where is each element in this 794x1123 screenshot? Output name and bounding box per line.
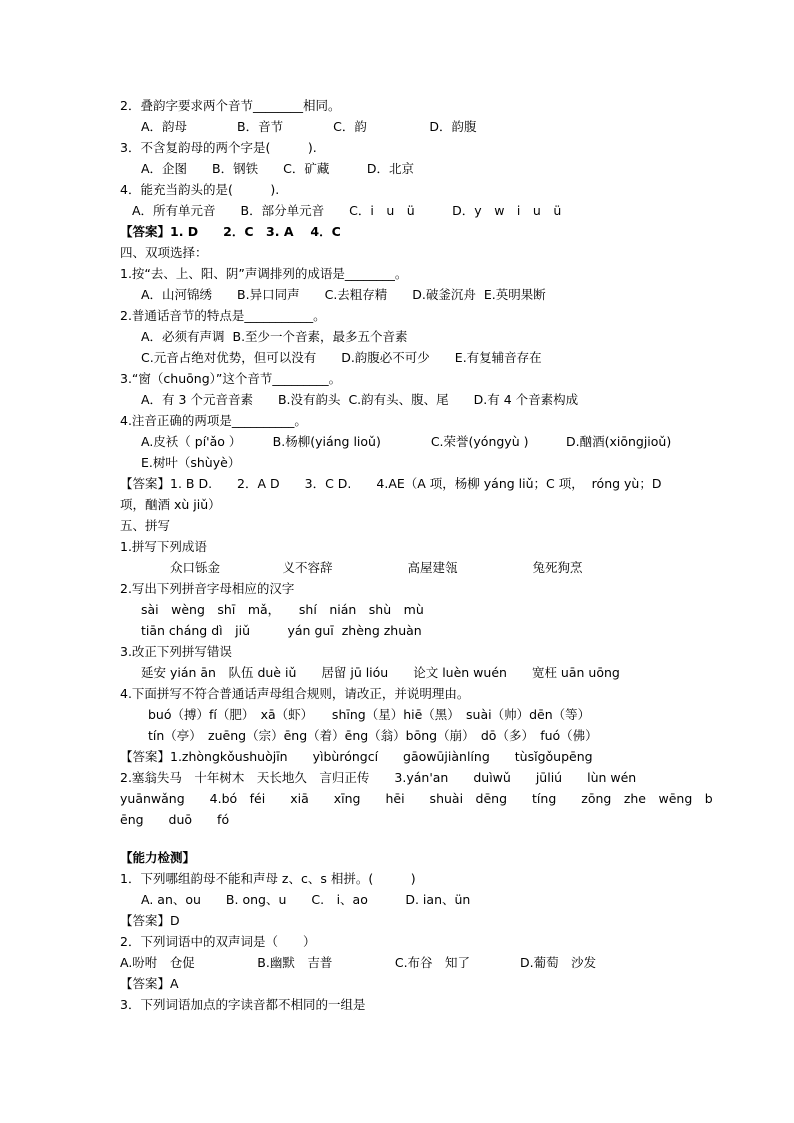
question-1: 1.按“去、上、阳、阴”声调排列的成语是________。 xyxy=(120,266,408,281)
question-3-options: A．有 3 个元音音素 B.没有韵头 C.韵有头、腹、尾 D.有 4 个音素构成 xyxy=(141,392,579,407)
pinyin-line: tiān cháng dì jiǔ yán guī zhèng zhuàn xyxy=(141,623,422,638)
question-3: 3．不含复韵母的两个字是( ). xyxy=(120,140,317,155)
question-3: 3.改正下列拼写错误 xyxy=(120,644,232,659)
answer-block: ēng duō fó xyxy=(120,812,230,827)
question-2: 2.普通话音节的特点是___________。 xyxy=(120,308,326,323)
question-4: 4．能充当韵头的是( ). xyxy=(120,182,280,197)
section-heading: 五、拼写 xyxy=(120,518,171,533)
section-heading: 四、双项选择： xyxy=(120,245,208,260)
question-4-options: A.皮袄（ pí'ǎo ） B.杨柳(yiáng lioǔ) C.荣誉(yóngyù ) D.酗酒(xiōngjioǔ) xyxy=(141,434,672,449)
question-2-options: A.吩咐 仓促 B.幽默 吉普 C.布谷 知了 D.葡萄 沙发 xyxy=(120,955,597,970)
pinyin-line: buó（搏）fí（肥） xā（虾） shīng（星）hiē（黑） suài（帅）dēn（等） xyxy=(148,707,591,722)
question-4-options: A．所有单元音 B．部分单元音 C．i u ü D．y w i u ü xyxy=(132,203,562,218)
question-2: 2.写出下列拼音字母相应的汉字 xyxy=(120,581,295,596)
answer-block: 项，酗酒 xù jiǔ） xyxy=(120,497,221,512)
question-3: 3.“窗（chuōng）”这个音节_________。 xyxy=(120,371,342,386)
question-3-options: A．企图 B．钢铁 C．矿藏 D．北京 xyxy=(141,161,414,176)
question-4: 4.下面拼写不符合普通话声母组合规则，请改正，并说明理由。 xyxy=(120,686,470,701)
question-1: 1.拼写下列成语 xyxy=(120,539,207,554)
question-4: 4.注音正确的两项是__________。 xyxy=(120,413,307,428)
question-4-options: E.树叶（shùyè） xyxy=(141,455,241,470)
question-2: 2．下列词语中的双声词是（ ） xyxy=(120,934,316,949)
answer-block: 【答案】1.zhòngkǒushuòjīn yìbùróngcí gāowūjiànlíng tùsǐgǒupēng xyxy=(120,749,593,764)
idiom-list: 众口铄金 义不容辞 高屋建瓴 兔死狗烹 xyxy=(170,560,583,575)
answer-block: 【答案】1. D 2．C 3. A 4．C xyxy=(120,224,341,239)
pinyin-correction-line: 延安 yián ān 队伍 duè iǔ 居留 jū lióu 论文 luèn wuén 宽枉 uān uōng xyxy=(141,665,620,680)
question-1-options: A．山河锦绣 B.异口同声 C.去粗存精 D.破釜沉舟 E.英明果断 xyxy=(141,287,546,302)
question-2-options: C.元音占绝对优势，但可以没有 D.韵腹必不可少 E.有复辅音存在 xyxy=(141,350,542,365)
pinyin-line: sài wèng shī mǎ， shí nián shù mù xyxy=(141,602,424,617)
answer-block: 【答案】1. B D. 2．A D 3．C D. 4.AE（A 项，杨柳 yáng liǔ；C 项， róng yù；D xyxy=(120,476,662,491)
question-1-options: A. an、ou B. ong、u C. i、ao D. ian、ün xyxy=(141,892,471,907)
answer-block: 【答案】A xyxy=(120,976,179,991)
question-1: 1．下列哪组韵母不能和声母 z、c、s 相拼。( ) xyxy=(120,871,416,886)
question-2: 2．叠韵字要求两个音节________相同。 xyxy=(120,98,341,113)
question-3: 3．下列词语加点的字读音都不相同的一组是 xyxy=(120,997,366,1012)
pinyin-line: tín（亭） zuēng（宗）ēng（着）ēng（翁）bōng（崩） dō（多） fuó（佛） xyxy=(148,728,598,743)
answer-block: yuānwǎng 4.bó féi xiā xīng hēi shuài dēng tíng zōng zhe wēng b xyxy=(120,791,713,806)
question-2-options: A．必须有声调 B.至少一个音素，最多五个音素 xyxy=(141,329,408,344)
answer-block: 2.塞翁失马 十年树木 天长地久 言归正传 3.yán'an duìwǔ jūliú lùn wén xyxy=(120,770,637,785)
section-heading-ability-test: 【能力检测】 xyxy=(120,850,196,865)
answer-block: 【答案】D xyxy=(120,913,180,928)
question-2-options: A．韵母 B．音节 C．韵 D．韵腹 xyxy=(141,119,477,134)
